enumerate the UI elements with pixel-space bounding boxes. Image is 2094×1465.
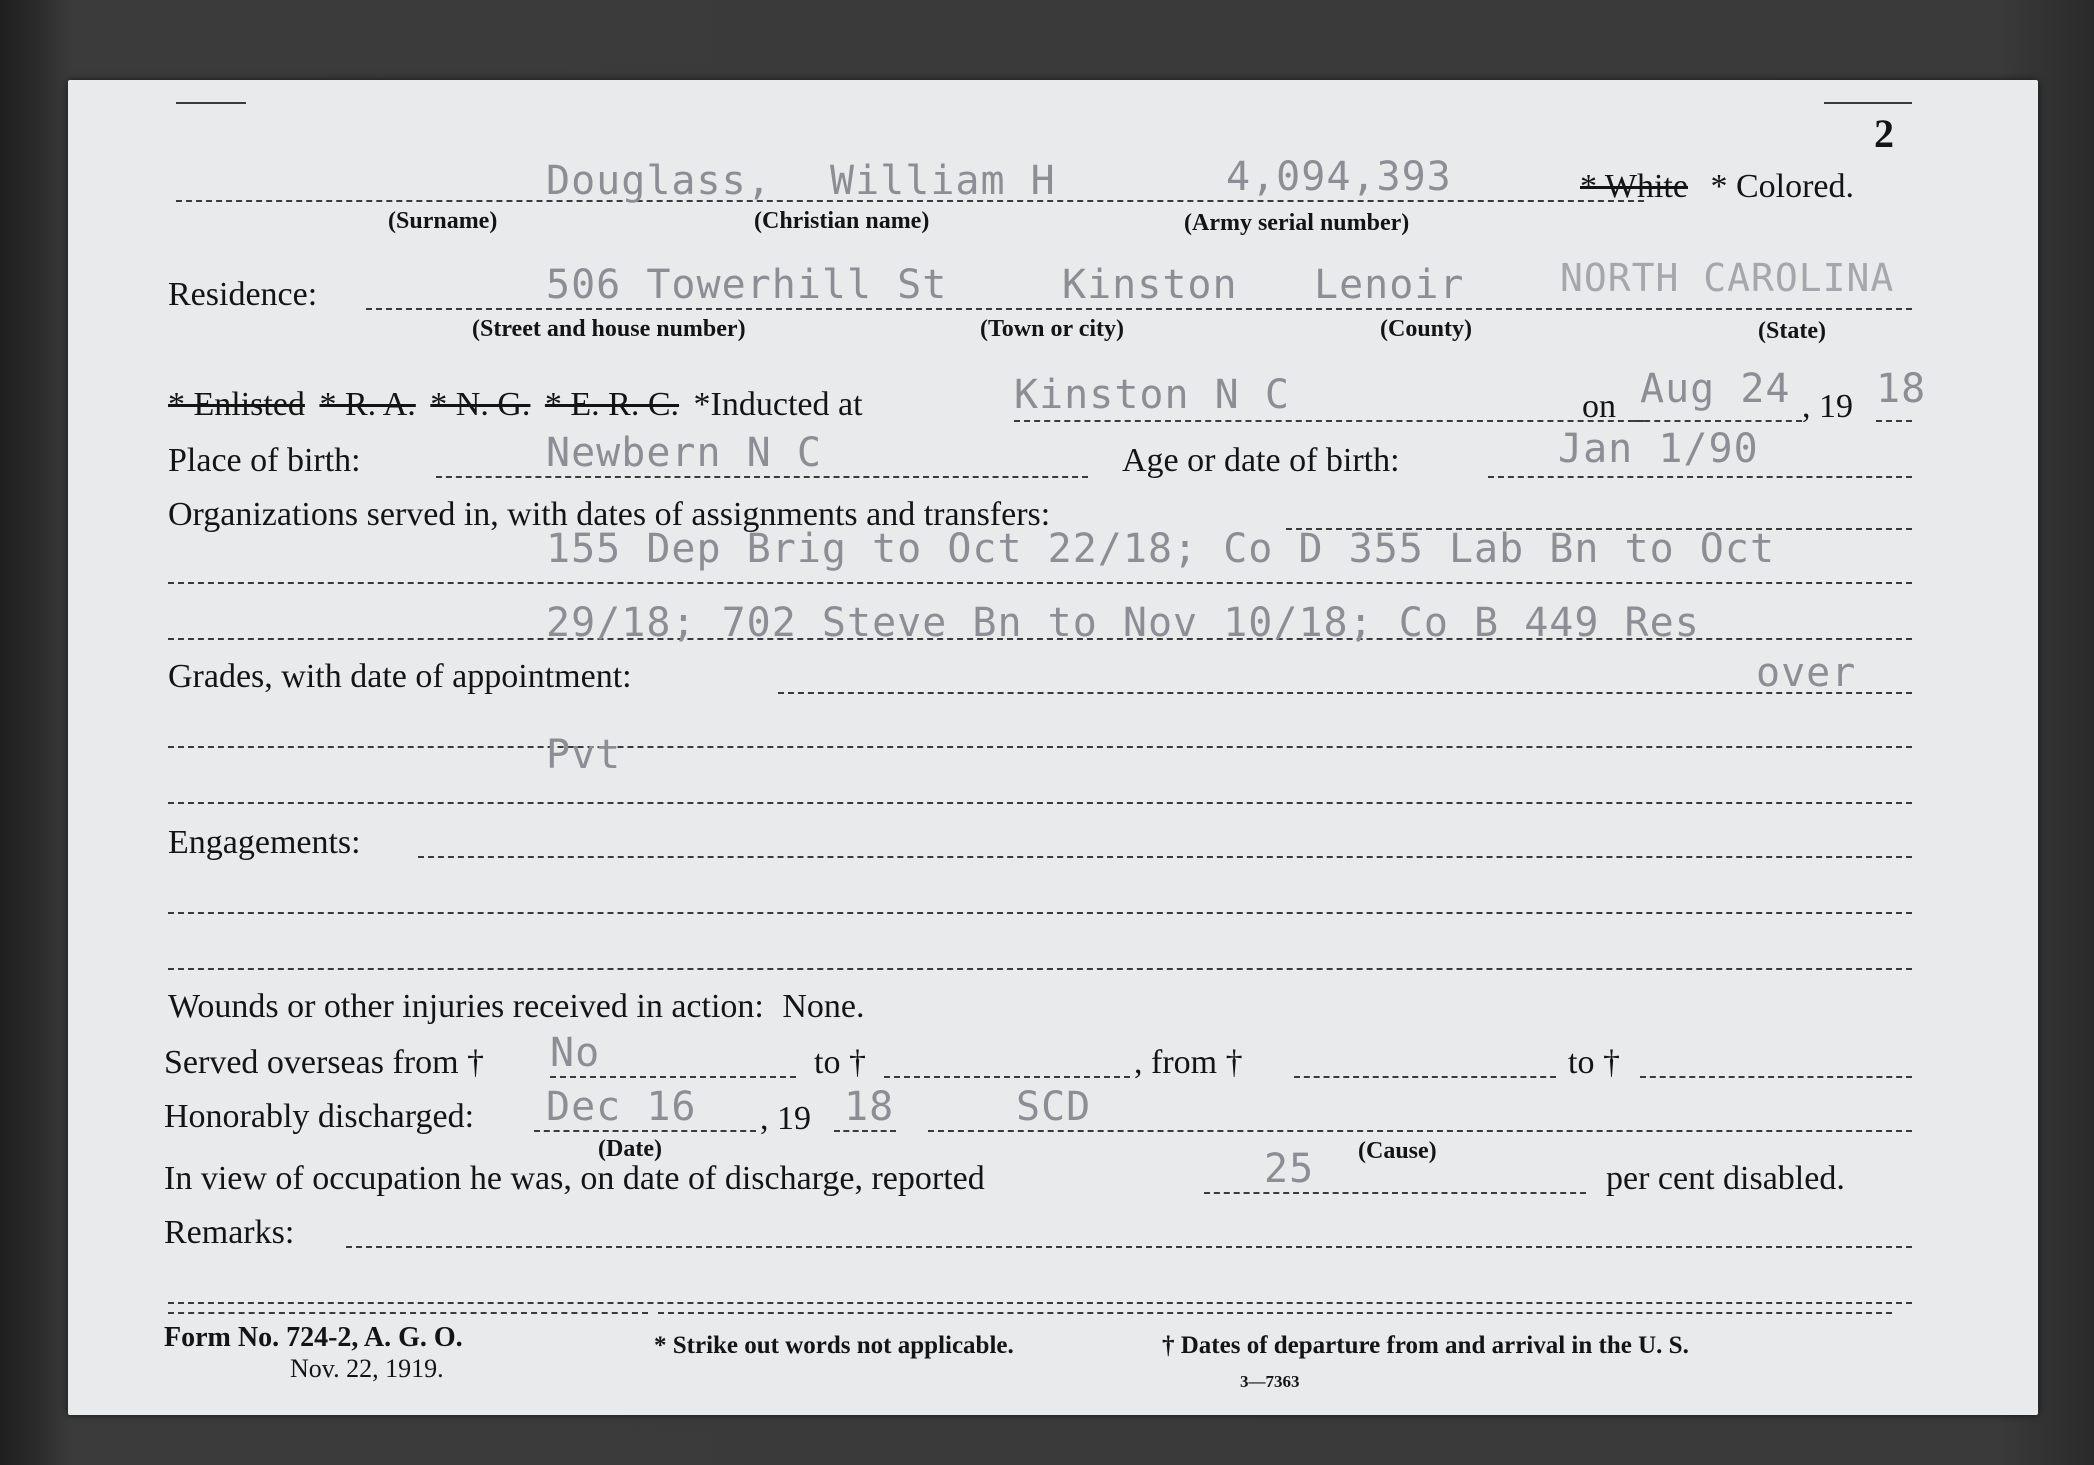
christian-name-caption: (Christian name) [754, 208, 930, 234]
discharge-date-value: Dec 16 [546, 1084, 697, 1130]
wounds-value: None. [782, 988, 865, 1025]
inducted-year-line [1876, 420, 1912, 422]
remarks-line-0 [346, 1246, 1912, 1248]
discharge-cause-caption: (Cause) [1358, 1138, 1437, 1164]
overseas-to-line-2 [1640, 1076, 1912, 1078]
enlisted-option: * Enlisted [168, 386, 305, 423]
overseas-to-label-1: to † [814, 1044, 866, 1081]
overseas-from-label-2: , from † [1134, 1044, 1243, 1081]
christian-name-value: William H [830, 158, 1056, 204]
state-value: NORTH CAROLINA [1560, 256, 1895, 300]
disability-value: 25 [1264, 1146, 1315, 1192]
ng-option: * N. G. [430, 386, 531, 423]
age-label: Age or date of birth: [1122, 442, 1400, 479]
overseas-from-line-2 [1294, 1076, 1556, 1078]
disability-label: In view of occupation he was, on date of discharge, reported [164, 1160, 985, 1197]
colored-option: * Colored. [1710, 168, 1855, 205]
town-caption: (Town or city) [980, 316, 1124, 342]
page-number: 2 [1874, 111, 1894, 156]
grades-line-1 [168, 746, 1912, 748]
place-of-birth-line [436, 476, 1088, 478]
on-label: on [1582, 388, 1616, 425]
form-date: Nov. 22, 1919. [290, 1354, 444, 1383]
race-options [1580, 168, 1854, 206]
over-note: over [1756, 650, 1857, 696]
discharge-year-line [834, 1130, 896, 1132]
discharge-cause-value: SCD [1016, 1084, 1092, 1130]
age-value: Jan 1/90 [1558, 426, 1759, 472]
state-caption: (State) [1758, 318, 1826, 344]
dates-note: † Dates of departure from and arrival in the U. S. [1162, 1332, 1689, 1359]
organizations-line-1 [168, 582, 1912, 584]
place-of-birth-label: Place of birth: [168, 442, 361, 479]
grade-value: Pvt [546, 732, 622, 778]
overseas-to-label-2: to † [1568, 1044, 1620, 1081]
serial-number-value: 4,094,393 [1226, 154, 1452, 200]
discharge-date-caption: (Date) [598, 1136, 662, 1162]
county-value: Lenoir [1314, 262, 1465, 308]
inducted-place-value: Kinston N C [1014, 372, 1290, 418]
enlistment-options [168, 386, 863, 424]
strike-note: * Strike out words not applicable. [654, 1332, 1014, 1359]
wounds-row [168, 988, 865, 1026]
organizations-entry-2: 29/18; 702 Steve Bn to Nov 10/18; Co B 449 Res [546, 600, 1700, 646]
surname-caption: (Surname) [388, 208, 498, 234]
overseas-to-line-1 [884, 1076, 1130, 1078]
engagements-line-1 [168, 912, 1912, 914]
engagements-line-2 [168, 968, 1912, 970]
discharge-year-value: 18 [844, 1084, 895, 1130]
inducted-date-line [1634, 420, 1802, 422]
discharge-cause-line [928, 1130, 1912, 1132]
engagements-label: Engagements: [168, 824, 361, 861]
remarks-label: Remarks: [164, 1214, 295, 1251]
discharged-label: Honorably discharged: [164, 1098, 475, 1135]
surname-value: Douglass, [546, 158, 772, 204]
inducted-line [1014, 420, 1644, 422]
remarks-line-2a [168, 1312, 648, 1314]
remarks-line-2b [658, 1312, 1892, 1314]
top-right-rule [1824, 102, 1912, 104]
service-record-card [68, 80, 2038, 1415]
organizations-label: Organizations served in, with dates of assignments and transfers: [168, 496, 1051, 533]
age-line [1488, 476, 1912, 478]
remarks-line-1 [168, 1302, 1912, 1304]
print-code: 3—7363 [1240, 1372, 1300, 1391]
organizations-entry-1: 155 Dep Brig to Oct 22/18; Co D 355 Lab Bn to Oct [546, 526, 1776, 572]
street-caption: (Street and house number) [472, 316, 746, 342]
residence-line [366, 308, 1912, 310]
overseas-from-line [550, 1076, 796, 1078]
town-value: Kinston [1062, 262, 1238, 308]
residence-label: Residence: [168, 276, 318, 313]
street-value: 506 Towerhill St [546, 262, 948, 308]
serial-number-caption: (Army serial number) [1184, 210, 1410, 236]
inducted-year-prefix: , 19 [1802, 388, 1853, 425]
inducted-year-value: 18 [1876, 366, 1927, 412]
form-number: Form No. 724-2, A. G. O. [164, 1322, 463, 1353]
discharge-date-line [534, 1130, 756, 1132]
inducted-date-value: Aug 24 [1640, 366, 1791, 412]
disability-suffix: per cent disabled. [1606, 1160, 1845, 1197]
county-caption: (County) [1380, 316, 1473, 342]
top-left-rule [176, 102, 246, 104]
erc-option: * E. R. C. [544, 386, 680, 423]
ra-option: * R. A. [319, 386, 416, 423]
wounds-label: Wounds or other injuries received in action: [168, 988, 764, 1025]
discharge-year-prefix: , 19 [760, 1100, 811, 1137]
engagements-line-0 [418, 856, 1912, 858]
place-of-birth-value: Newbern N C [546, 430, 822, 476]
grades-line-2 [168, 802, 1912, 804]
inducted-label: *Inducted at [693, 386, 863, 423]
white-option: * White [1580, 168, 1688, 205]
grades-label: Grades, with date of appointment: [168, 658, 632, 695]
overseas-label: Served overseas from † [164, 1044, 485, 1081]
disability-line [1204, 1192, 1586, 1194]
overseas-from-value: No [550, 1030, 601, 1076]
grades-line-0 [778, 692, 1912, 694]
